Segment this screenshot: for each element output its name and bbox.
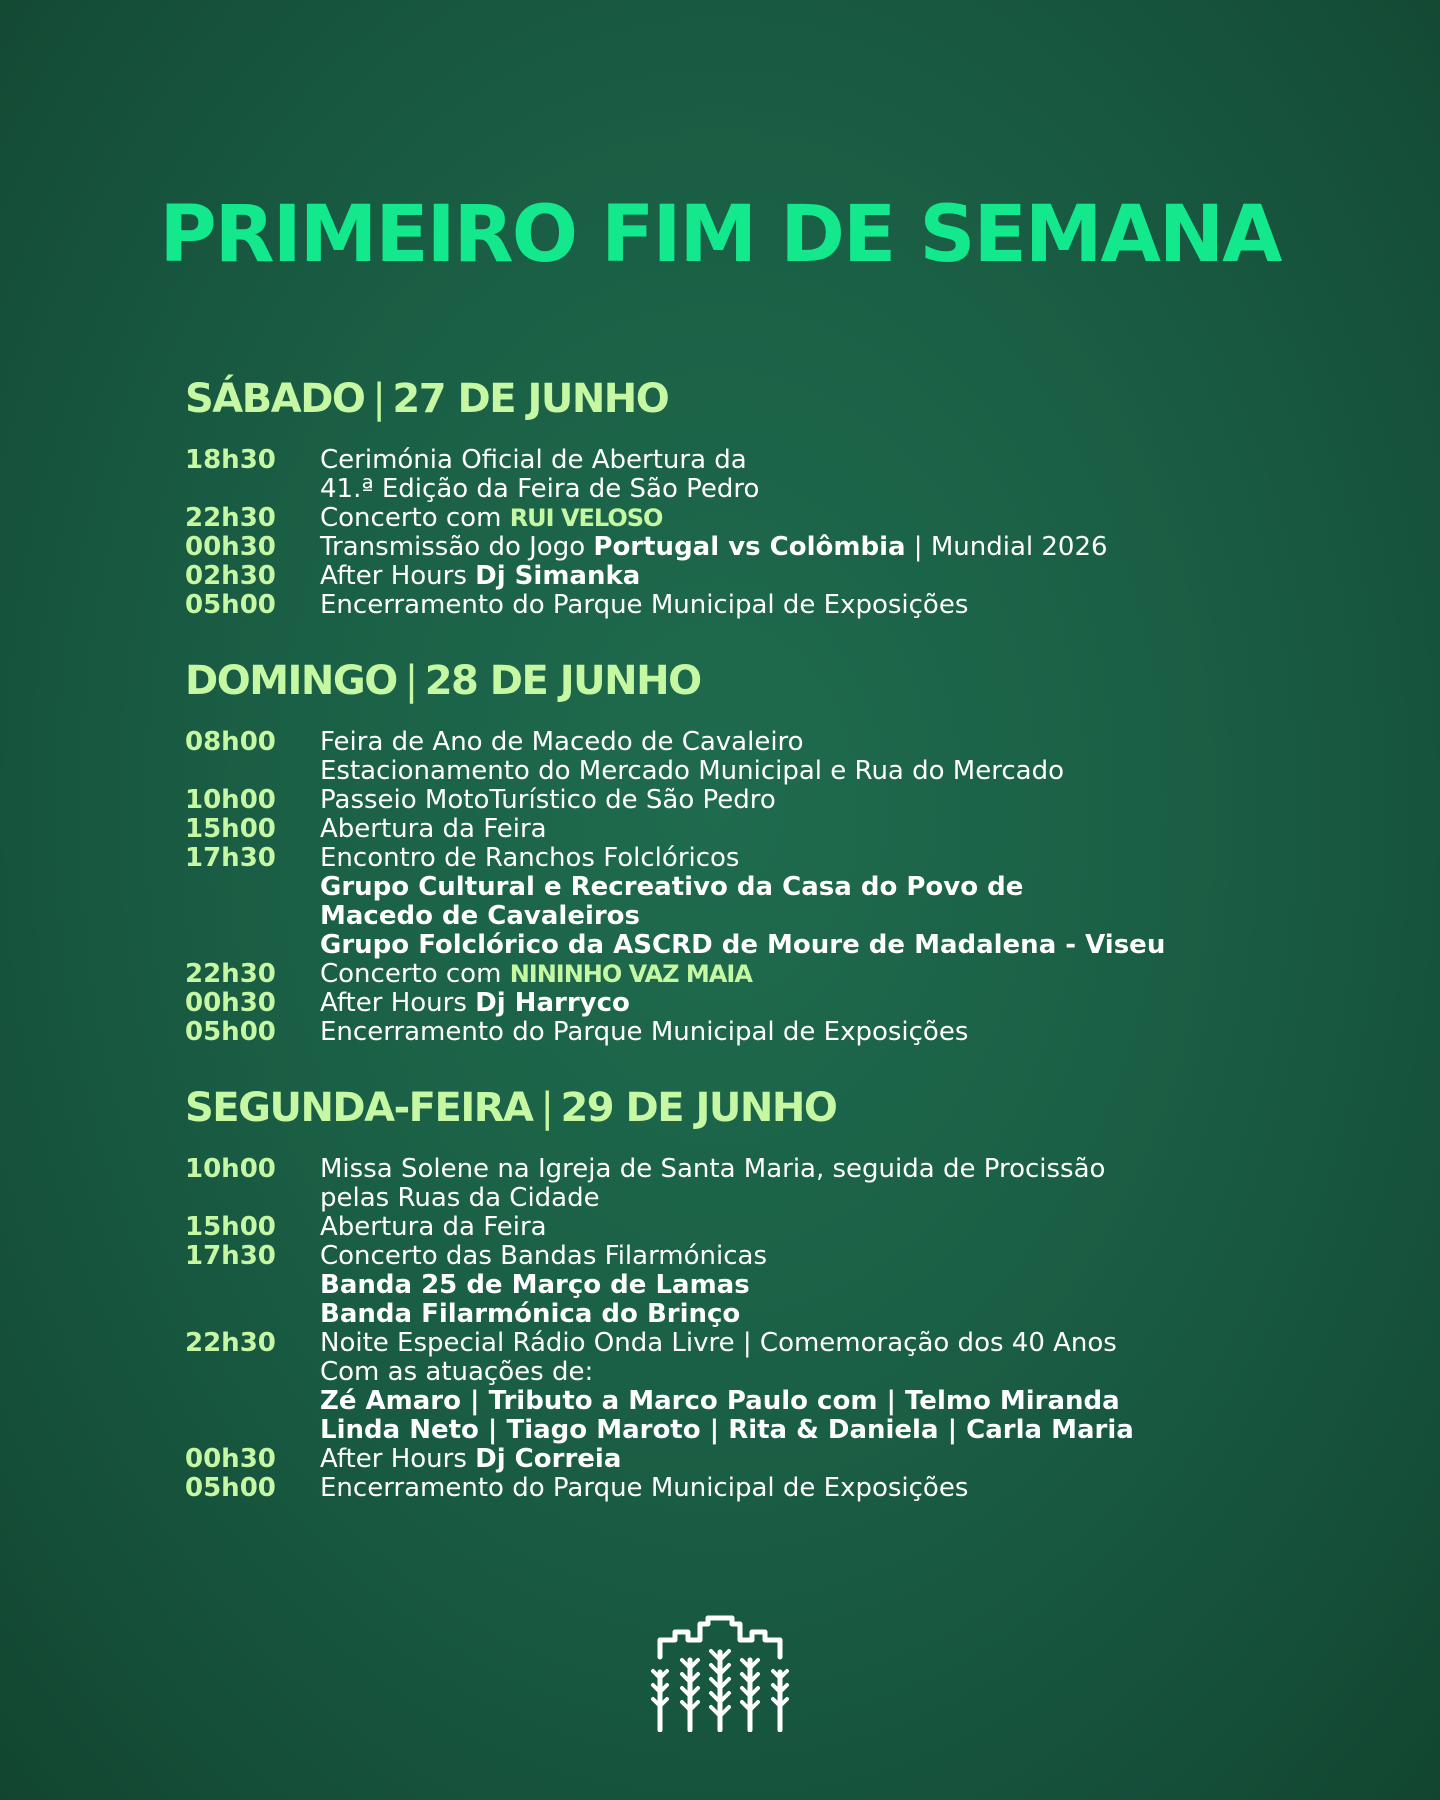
- event-line: [320, 1474, 968, 1503]
- event-row: [185, 1445, 1325, 1474]
- event-text: Encerramento do Parque Municipal de Exposições: [320, 1473, 969, 1503]
- event-line: Cerimónia Oficial de Abertura da: [320, 445, 747, 475]
- event-time: 10h00: [185, 785, 276, 815]
- event-row: [185, 989, 1325, 1018]
- event-description: [320, 989, 630, 1018]
- event-line: [320, 533, 1108, 562]
- event-line: 41.ª Edição da Feira de São Pedro: [320, 474, 760, 504]
- event-text: Transmissão do Jogo: [320, 532, 594, 562]
- event-text: Abertura da Feira: [320, 1212, 547, 1242]
- event-row: [185, 504, 1325, 533]
- event-row: [185, 446, 1325, 504]
- event-description: [320, 844, 1165, 960]
- event-line: Estacionamento do Mercado Municipal e Rua do Mercado: [320, 756, 1064, 786]
- event-description: [320, 1474, 968, 1503]
- castle-wheat-logo-icon: [640, 1612, 800, 1732]
- poster-title: PRIMEIRO FIM DE SEMANA: [159, 190, 1281, 280]
- event-row: [185, 728, 1325, 786]
- event-row: [185, 1213, 1325, 1242]
- event-row: [185, 786, 1325, 815]
- event-line: [320, 786, 776, 815]
- event-line: Concerto das Bandas Filarmónicas: [320, 1241, 768, 1271]
- day-date: 27 DE JUNHO: [392, 376, 669, 422]
- event-bold-text: Dj Correia: [475, 1444, 622, 1474]
- event-text: Encerramento do Parque Municipal de Exposições: [320, 1017, 969, 1047]
- event-description: [320, 1329, 1134, 1445]
- event-text: After Hours: [320, 1444, 476, 1474]
- day-date: 29 DE JUNHO: [560, 1085, 837, 1131]
- day-name: SÁBADO: [185, 376, 365, 422]
- event-text: After Hours: [320, 988, 476, 1018]
- event-text: Concerto com: [320, 959, 510, 989]
- performer-line: Linda Neto | Tiago Maroto | Rita & Daniela | Carla Maria: [320, 1415, 1134, 1445]
- event-time: 17h30: [185, 1241, 276, 1271]
- day-section: [185, 1081, 1325, 1503]
- day-heading: [185, 1081, 1325, 1135]
- event-time: 10h00: [185, 1154, 276, 1184]
- performer-line: Grupo Folclórico da ASCRD de Moure de Madalena - Viseu: [320, 930, 1166, 960]
- performer-line: Macedo de Cavaleiros: [320, 901, 641, 931]
- heading-separator: |: [372, 376, 385, 422]
- event-text: | Mundial 2026: [905, 532, 1108, 562]
- event-time: 00h30: [185, 1444, 276, 1474]
- event-description: [320, 1242, 767, 1329]
- event-line: Missa Solene na Igreja de Santa Maria, seguida de Procissão: [320, 1154, 1106, 1184]
- event-line: Encontro de Ranchos Folclóricos: [320, 843, 740, 873]
- event-line: [320, 1445, 621, 1474]
- event-row: [185, 591, 1325, 620]
- event-time: 18h30: [185, 445, 276, 475]
- day-heading: [185, 654, 1325, 708]
- event-time: 22h30: [185, 503, 276, 533]
- event-time: 22h30: [185, 959, 276, 989]
- event-row: [185, 562, 1325, 591]
- event-description: [320, 1213, 547, 1242]
- event-time: 05h00: [185, 1017, 276, 1047]
- event-description: [320, 960, 752, 989]
- event-line: Feira de Ano de Macedo de Cavaleiro: [320, 727, 804, 757]
- performer-line: Banda 25 de Março de Lamas: [320, 1270, 750, 1300]
- event-time: 00h30: [185, 532, 276, 562]
- day-date: 28 DE JUNHO: [424, 658, 701, 704]
- event-time: 02h30: [185, 561, 276, 591]
- event-description: [320, 1155, 1105, 1213]
- event-time: 00h30: [185, 988, 276, 1018]
- event-row: [185, 1018, 1325, 1047]
- event-line: [320, 562, 640, 591]
- performer-line: Grupo Cultural e Recreativo da Casa do Povo de: [320, 872, 1024, 902]
- event-description: [320, 1018, 968, 1047]
- event-description: [320, 562, 640, 591]
- event-text: After Hours: [320, 561, 476, 591]
- day-name: SEGUNDA-FEIRA: [185, 1085, 533, 1131]
- event-line: [320, 504, 662, 533]
- event-row: [185, 960, 1325, 989]
- day-heading: [185, 372, 1325, 426]
- event-description: [320, 533, 1108, 562]
- event-row: [185, 1242, 1325, 1329]
- performer-line: Zé Amaro | Tributo a Marco Paulo com | Telmo Miranda: [320, 1386, 1120, 1416]
- event-text: Concerto com: [320, 503, 510, 533]
- event-line: [320, 1018, 968, 1047]
- event-bold-text: Dj Simanka: [475, 561, 641, 591]
- event-time: 08h00: [185, 727, 276, 757]
- heading-separator: |: [404, 658, 417, 704]
- event-line: Com as atuações de:: [320, 1357, 594, 1387]
- event-description: [320, 786, 776, 815]
- event-description: [320, 591, 968, 620]
- schedule: [185, 372, 1325, 1537]
- event-text: Passeio MotoTurístico de São Pedro: [320, 785, 776, 815]
- day-name: DOMINGO: [185, 658, 397, 704]
- day-section: [185, 372, 1325, 620]
- event-row: [185, 1155, 1325, 1213]
- event-line: [320, 1213, 547, 1242]
- artist-highlight: RUI VELOSO: [509, 504, 663, 532]
- event-description: [320, 815, 547, 844]
- event-time: 15h00: [185, 1212, 276, 1242]
- artist-highlight: NININHO VAZ MAIA: [509, 960, 752, 988]
- event-description: [320, 446, 759, 504]
- event-line: [320, 591, 968, 620]
- event-line: Noite Especial Rádio Onda Livre | Comemoração dos 40 Anos: [320, 1328, 1117, 1358]
- event-text: Abertura da Feira: [320, 814, 547, 844]
- event-row: [185, 533, 1325, 562]
- event-line: [320, 815, 547, 844]
- event-description: [320, 504, 662, 533]
- event-description: [320, 1445, 621, 1474]
- event-row: [185, 1329, 1325, 1445]
- event-time: 17h30: [185, 843, 276, 873]
- event-line: [320, 989, 630, 1018]
- event-row: [185, 1474, 1325, 1503]
- event-line: pelas Ruas da Cidade: [320, 1183, 600, 1213]
- event-time: 22h30: [185, 1328, 276, 1358]
- event-bold-text: Dj Harryco: [475, 988, 630, 1018]
- event-row: [185, 815, 1325, 844]
- day-section: [185, 654, 1325, 1047]
- event-description: [320, 728, 1064, 786]
- event-text: Encerramento do Parque Municipal de Exposições: [320, 590, 969, 620]
- event-time: 15h00: [185, 814, 276, 844]
- event-time: 05h00: [185, 1473, 276, 1503]
- event-row: [185, 844, 1325, 960]
- event-time: 05h00: [185, 590, 276, 620]
- performer-line: Banda Filarmónica do Brinço: [320, 1299, 741, 1329]
- event-line: [320, 960, 752, 989]
- event-bold-text: Portugal vs Colômbia: [593, 532, 906, 562]
- heading-separator: |: [540, 1085, 553, 1131]
